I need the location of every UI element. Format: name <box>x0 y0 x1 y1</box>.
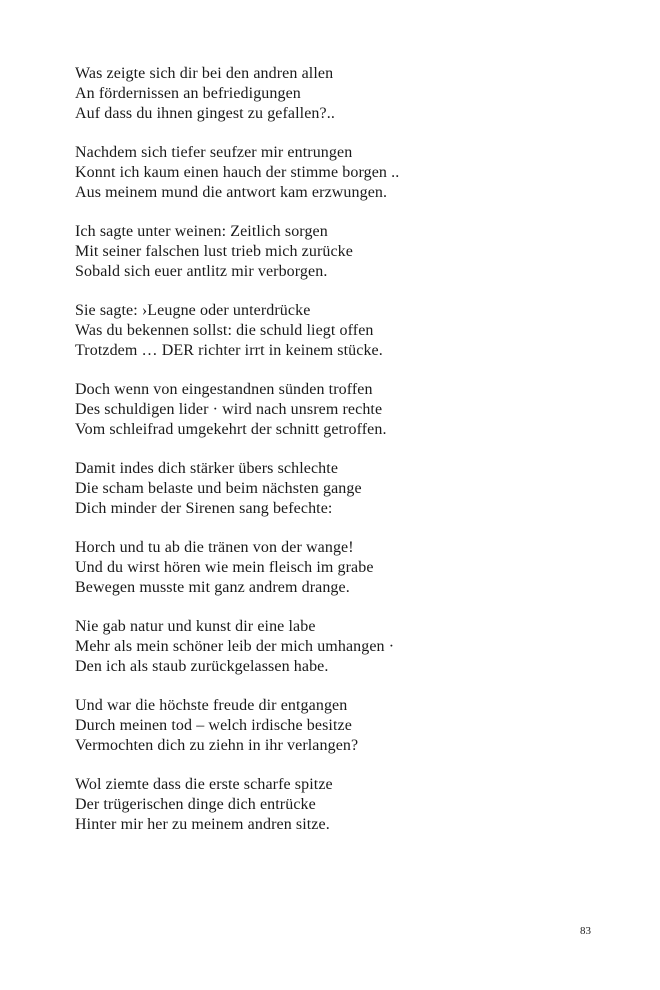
verse-line: An fördernissen an befriedigungen <box>75 85 301 102</box>
stanza <box>75 222 615 282</box>
verse-line: Des schuldigen lider · wird nach unsrem rechte <box>75 401 383 418</box>
stanza <box>75 538 615 598</box>
verse-line: Was zeigte sich dir bei den andren allen <box>75 65 334 82</box>
verse-line: Bewegen musste mit ganz andrem drange. <box>75 579 350 596</box>
verse-line: Sie sagte: ›Leugne oder unterdrücke <box>75 302 311 319</box>
verse-line: Doch wenn von eingestandnen sünden troffen <box>75 381 373 398</box>
verse-line: Durch meinen tod – welch irdische besitze <box>75 717 352 734</box>
verse-line: Vermochten dich zu ziehn in ihr verlangen? <box>75 737 359 754</box>
verse-line: Horch und tu ab die tränen von der wange! <box>75 539 354 556</box>
verse-line: Die scham belaste und beim nächsten gange <box>75 480 362 497</box>
verse-line: Aus meinem mund die antwort kam erzwungen. <box>75 184 388 201</box>
stanza <box>75 301 615 361</box>
verse-line: Nie gab natur und kunst dir eine labe <box>75 618 316 635</box>
verse-line: Dich minder der Sirenen sang befechte: <box>75 500 333 517</box>
verse-line: Der trügerischen dinge dich entrücke <box>75 796 316 813</box>
verse-line: Vom schleifrad umgekehrt der schnitt getroffen. <box>75 421 387 438</box>
verse-line: Ich sagte unter weinen: Zeitlich sorgen <box>75 223 328 240</box>
verse-line: Mit seiner falschen lust trieb mich zurücke <box>75 243 353 260</box>
verse-line: Wol ziemte dass die erste scharfe spitze <box>75 776 333 793</box>
verse-line: Und du wirst hören wie mein fleisch im grabe <box>75 559 374 576</box>
verse-line: Den ich als staub zurückgelassen habe. <box>75 658 329 675</box>
verse-line: Auf dass du ihnen gingest zu gefallen?.. <box>75 105 335 122</box>
stanza <box>75 459 615 519</box>
stanza <box>75 380 615 440</box>
verse-line: Trotzdem … DER richter irrt in keinem stücke. <box>75 342 383 359</box>
stanza <box>75 64 615 124</box>
stanza <box>75 617 615 677</box>
stanza <box>75 775 615 835</box>
verse-line: Sobald sich euer antlitz mir verborgen. <box>75 263 328 280</box>
verse-line: Konnt ich kaum einen hauch der stimme borgen .. <box>75 164 400 181</box>
verse-line: Und war die höchste freude dir entgangen <box>75 697 348 714</box>
verse-line: Hinter mir her zu meinem andren sitze. <box>75 816 330 833</box>
page-number: 83 <box>580 925 591 937</box>
verse-line: Nachdem sich tiefer seufzer mir entrungen <box>75 144 353 161</box>
poem <box>75 64 615 854</box>
verse-line: Was du bekennen sollst: die schuld liegt offen <box>75 322 374 339</box>
stanza <box>75 143 615 203</box>
verse-line: Mehr als mein schöner leib der mich umhangen · <box>75 638 395 655</box>
stanza <box>75 696 615 756</box>
verse-line: Damit indes dich stärker übers schlechte <box>75 460 339 477</box>
